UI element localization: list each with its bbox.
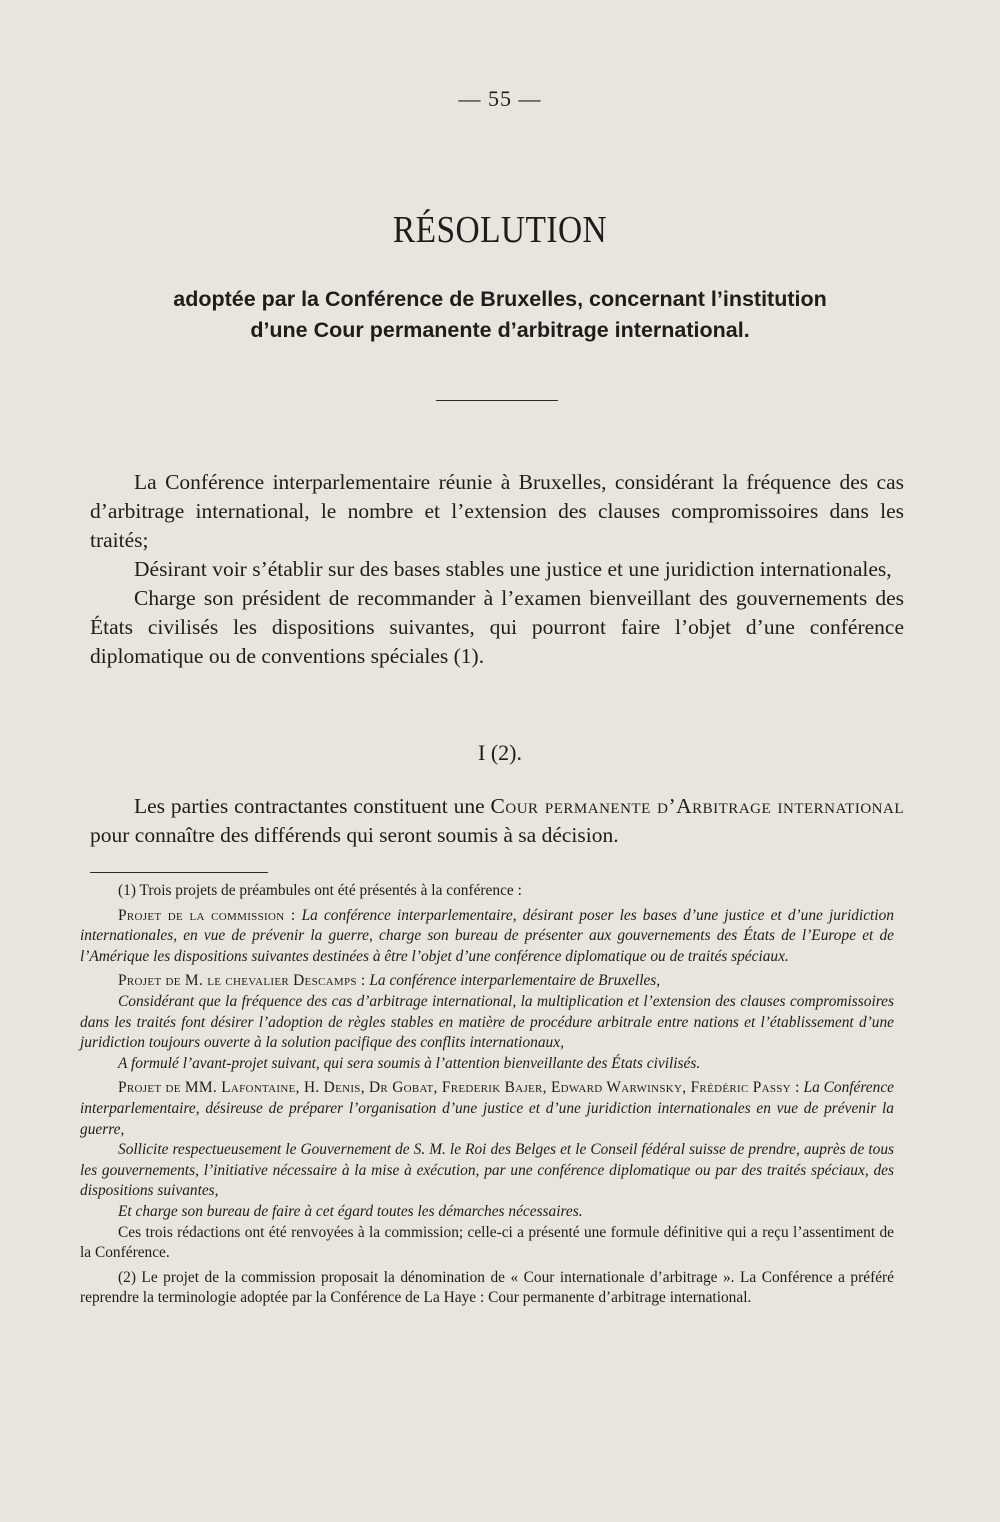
preamble-paragraph: Charge son président de recommander à l’examen bienveillant des gouvernements des États civilisés les dispositions suivantes, qui pourront faire l’objet d’une conférence diplomatique ou de conventions spéciales (1). — [90, 586, 904, 668]
project-label: Projet de MM. Lafontaine, H. Denis, Dr Gobat, Frederik Bajer, Edward Warwinsky, Frédéric Passy : — [118, 1079, 800, 1097]
title-divider — [436, 400, 558, 401]
footnote-paragraph — [80, 1140, 894, 1202]
footnote-project-descamps — [80, 971, 894, 992]
footnote-2: (2) Le projet de la commission proposait la dénomination de « Cour internationale d’arbitrage ». La Conférence a préféré reprendre la terminologie adoptée par la Conférence de La Haye : Cour permanente d’arbitrage international. — [80, 1268, 894, 1307]
footnotes — [80, 881, 894, 1309]
footnote-project-mm — [80, 1078, 894, 1140]
subtitle-line: adoptée par la Conférence de Bruxelles, concernant l’institution — [173, 287, 827, 311]
project-text: Sollicite respectueusement le Gouvernement de S. M. le Roi des Belges et le Conseil fédéral suisse de prendre, auprès de tous les gouvernements, l’initiative nécessaire à la mise à exécution, par une conférence diplomatique ou par des traités spéciaux, des dispositions suivantes, — [80, 1141, 894, 1200]
resolution-preamble — [90, 468, 904, 671]
preamble-paragraph: Désirant voir s’établir sur des bases stables une justice et une juridiction internationales, — [134, 557, 892, 581]
subtitle-line: d’une Cour permanente d’arbitrage international. — [250, 318, 750, 342]
footnote-paragraph — [80, 992, 894, 1054]
section-heading: I (2). — [478, 740, 522, 765]
page-number: — 55 — — [458, 86, 542, 111]
article-text — [90, 792, 904, 850]
project-text: Et charge son bureau de faire à cet égard toutes les démarches nécessaires. — [118, 1202, 583, 1220]
project-text: Considérant que la fréquence des cas d’arbitrage international, la multiplication et l’extension des clauses compromissoires dans les traités font désirer l’adoption de règles stables en matière de procédure arbitrale entre nations et l’établissement d’une juridiction toujours ouverte à la solution pacifique des conflits internationaux, — [80, 992, 894, 1052]
footnote-paragraph — [80, 1202, 894, 1223]
court-name: Cour permanente d’Arbitrage international — [490, 794, 904, 818]
article-text-after: pour connaître des différends qui seront soumis à sa décision. — [90, 823, 619, 847]
footnote-divider — [90, 872, 268, 873]
footnote-paragraph — [80, 1054, 894, 1075]
project-label: Projet de M. le chevalier Descamps : — [118, 972, 366, 990]
footnote-closing: Ces trois rédactions ont été renvoyées à la commission; celle-ci a présenté une formule définitive qui a reçu l’assentiment de la Conférence. — [80, 1223, 894, 1262]
project-text: La conférence interparlementaire de Bruxelles, — [369, 972, 661, 990]
footnote-project-commission — [80, 906, 894, 968]
project-text: La Conférence interparlementaire, désireuse de préparer l’organisation d’une justice et d’une juridiction internationales en vue de prévenir la guerre, — [80, 1079, 894, 1138]
project-label: Projet de la commission : — [118, 906, 296, 924]
page-title: RÉSOLUTION — [392, 209, 608, 251]
preamble-paragraph: La Conférence interparlementaire réunie à Bruxelles, considérant la fréquence des cas d’arbitrage international, le nombre et l’extension des clauses compromissoires dans les traités; — [90, 470, 904, 552]
page-subtitle — [84, 284, 916, 346]
footnote-1-intro: (1) Trois projets de préambules ont été présentés à la conférence : — [118, 882, 522, 899]
article-text-before: Les parties contractantes constituent une — [134, 794, 485, 818]
project-text: La conférence interparlementaire, désirant poser les bases d’une justice et d’une juridiction internationales, en vue de prévenir la guerre, charge son bureau de présenter aux gouvernements des États de l’Europe et de l’Amérique les dispositions suivantes destinées à être l’objet d’une conférence diplomatique ou de traités spéciaux. — [80, 906, 894, 965]
article-paragraph — [90, 792, 904, 850]
project-text: A formulé l’avant-projet suivant, qui sera soumis à l’attention bienveillante des États civilisés. — [118, 1054, 701, 1072]
